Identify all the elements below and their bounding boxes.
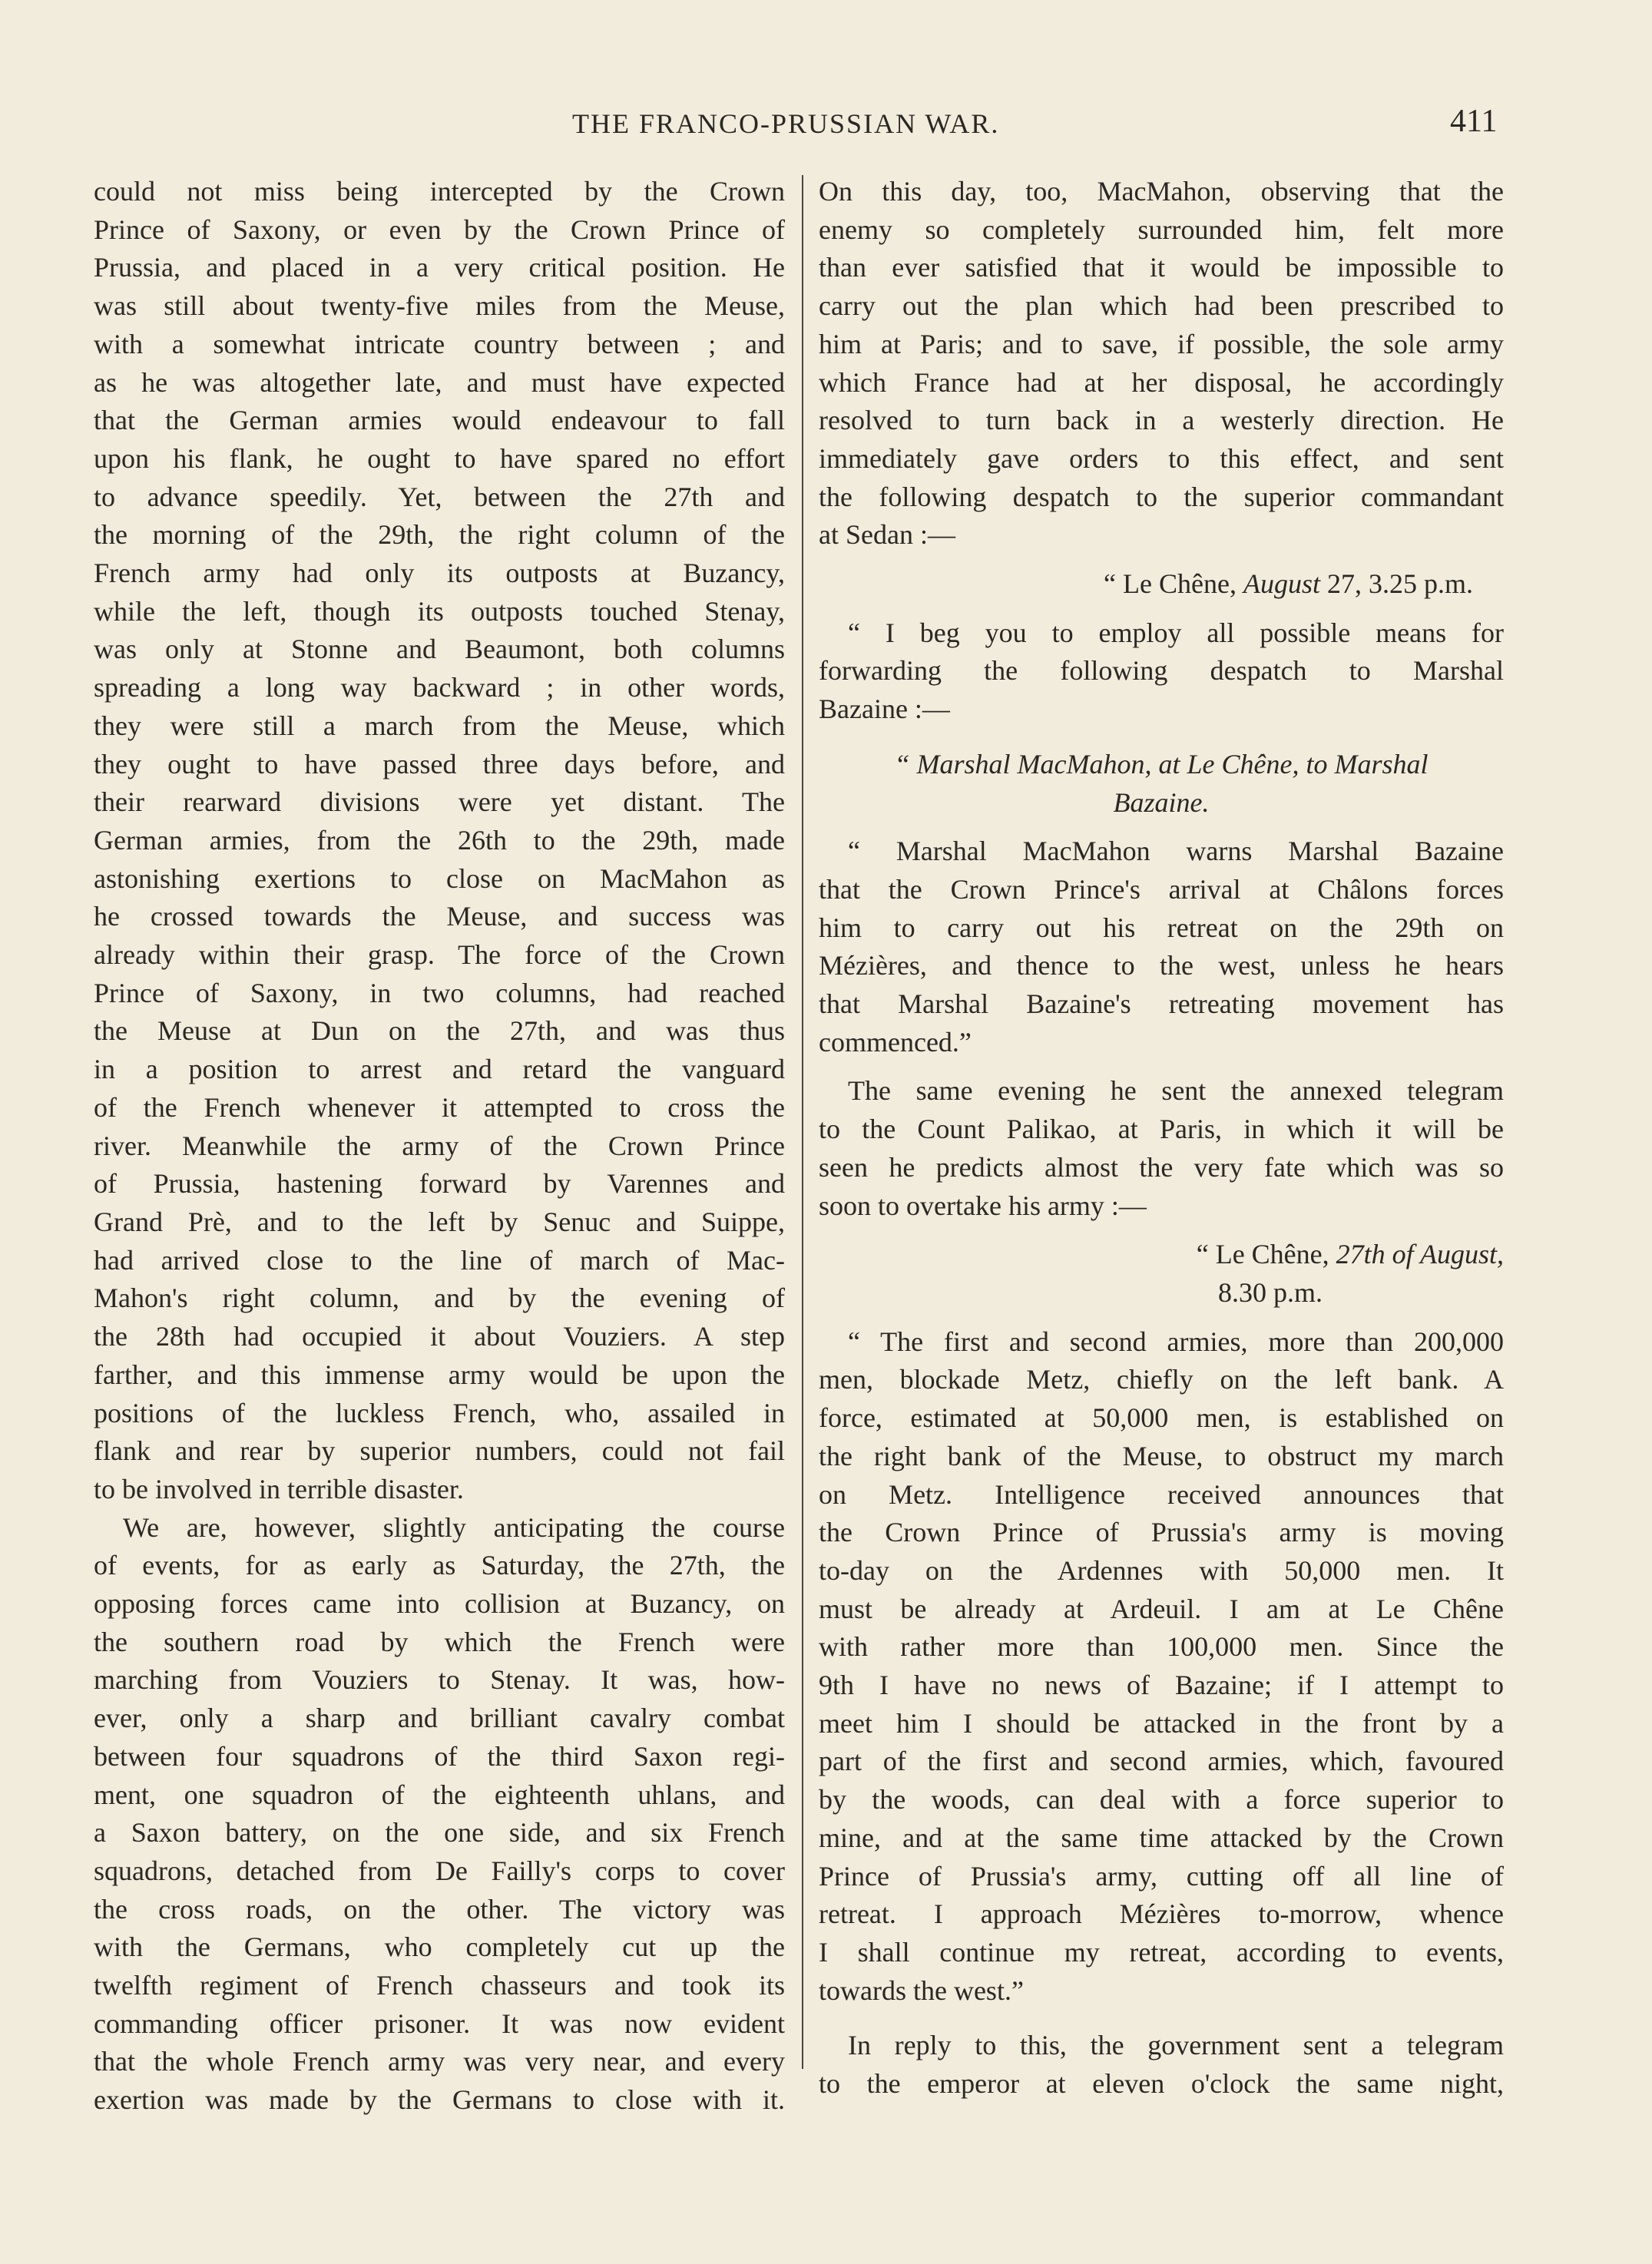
text-line: spreading a long way backward ; in other words,: [94, 672, 785, 703]
text-line: flank and rear by superior numbers, could not fail: [94, 1435, 785, 1467]
text-line: ment, one squadron of the eighteenth uhlans, and: [94, 1779, 785, 1810]
text-line: with the Germans, who completely cut up the: [94, 1931, 785, 1963]
text-line: exertion was made by the Germans to close with it.: [94, 2084, 785, 2116]
page-number: 411: [1450, 104, 1498, 139]
text-line: upon his flank, he ought to have spared no effort: [94, 442, 785, 474]
text-line: I shall continue my retreat, according to events,: [819, 1936, 1504, 1968]
text-line: retreat. I approach Mézières to-morrow, whence: [819, 1898, 1504, 1930]
text-line: Grand Prè, and to the left by Senuc and Suippe,: [94, 1206, 785, 1237]
left-column: [94, 173, 785, 2120]
text-line: at Sedan :—: [819, 519, 955, 551]
paragraph: [94, 173, 785, 1509]
despatch-heading: [819, 746, 1504, 822]
text-line: the Crown Prince of Prussia's army is moving: [819, 1517, 1504, 1548]
text-line: that the German armies would endeavour to fall: [94, 405, 785, 436]
text-line: the Meuse at Dun on the 27th, and was thus: [94, 1015, 785, 1047]
text-line: with rather more than 100,000 men. Since the: [819, 1631, 1504, 1663]
text-line: towards the west.”: [819, 1974, 1024, 2006]
text-line: that the whole French army was very near, and every: [94, 2046, 785, 2077]
text-line: was still about twenty-five miles from the Meuse,: [94, 290, 785, 322]
text-line: that Marshal Bazaine's retreating movement has: [819, 988, 1504, 1020]
text-line: meet him I should be attacked in the front by a: [819, 1707, 1504, 1739]
paragraph: [819, 832, 1504, 1061]
text-line: French army had only its outposts at Buzancy,: [94, 558, 785, 589]
text-line: squadrons, detached from De Failly's corps to cover: [94, 1855, 785, 1886]
column-rule: [802, 175, 803, 2069]
text-line: the following despatch to the superior commandant: [819, 481, 1504, 512]
text-line: to be involved in terrible disaster.: [94, 1473, 464, 1504]
text-line: Bazaine :—: [819, 693, 950, 725]
text-line: marching from Vouziers to Stenay. It was, how-: [94, 1664, 785, 1696]
text-line: Mahon's right column, and by the evening of: [94, 1283, 785, 1314]
paragraph: [819, 1072, 1504, 1225]
text-line: commanding officer prisoner. It was now evident: [94, 2007, 785, 2039]
text-line: of Prussia, hastening forward by Varennes and: [94, 1168, 785, 1200]
text-line: In reply to this, the government sent a telegram: [848, 2030, 1504, 2061]
text-line: of the French whenever it attempted to cross the: [94, 1091, 785, 1123]
dateline: [819, 1236, 1504, 1312]
right-column: [819, 173, 1504, 2103]
paragraph: [94, 1509, 785, 2120]
text-line: him to carry out his retreat on the 29th on: [819, 912, 1504, 943]
text-line: they were still a march from the Meuse, which: [94, 710, 785, 741]
text-line: they ought to have passed three days before, and: [94, 748, 785, 779]
text-line: Prince of Saxony, in two columns, had reached: [94, 977, 785, 1008]
text-line: in a position to arrest and retard the vanguard: [94, 1054, 785, 1085]
text-line: must be already at Ardeuil. I am at Le Chêne: [819, 1593, 1504, 1624]
text-line: immediately gave orders to this effect, and sent: [819, 442, 1504, 474]
dateline: [819, 565, 1504, 604]
text-line: Prince of Saxony, or even by the Crown Prince of: [94, 213, 785, 245]
text-line: that the Crown Prince's arrival at Châlons forces: [819, 873, 1504, 905]
paragraph: [819, 2027, 1504, 2103]
text-line: the cross roads, on the other. The victory was: [94, 1893, 785, 1925]
text-line: force, estimated at 50,000 men, is established on: [819, 1402, 1504, 1434]
dateline-line: [819, 1236, 1504, 1274]
text-line: seen he predicts almost the very fate which was so: [819, 1151, 1504, 1183]
dateline-date: 27th of August,: [1336, 1239, 1504, 1270]
text-line: 9th I have no news of Bazaine; if I attempt to: [819, 1670, 1504, 1701]
text-line: the right bank of the Meuse, to obstruct my march: [819, 1440, 1504, 1471]
text-line: already within their grasp. The force of the Crown: [94, 939, 785, 971]
text-line: a Saxon battery, on the one side, and six French: [94, 1817, 785, 1849]
text-line: mine, and at the same time attacked by the Crown: [819, 1822, 1504, 1853]
text-line: twelfth regiment of French chasseurs and took its: [94, 1970, 785, 2001]
dateline-time: 8.30 p.m.: [1218, 1276, 1323, 1308]
running-title: THE FRANCO-PRUSSIAN WAR.: [572, 108, 1000, 139]
text-line: the southern road by which the French were: [94, 1626, 785, 1657]
text-line: carry out the plan which had been prescribed to: [819, 290, 1504, 322]
text-line: to the Count Palikao, at Paris, in which it will be: [819, 1114, 1504, 1145]
text-line: farther, and this immense army would be upon the: [94, 1359, 785, 1390]
text-line: men, blockade Metz, chiefly on the left bank. A: [819, 1364, 1504, 1395]
text-line: was only at Stonne and Beaumont, both columns: [94, 634, 785, 665]
text-line: astonishing exertions to close on MacMahon as: [94, 862, 785, 894]
text-line: positions of the luckless French, who, assailed in: [94, 1397, 785, 1428]
text-line: forwarding the following despatch to Marshal: [819, 655, 1504, 687]
text-line: Prince of Prussia's army, cutting off all line of: [819, 1860, 1504, 1892]
text-line: to the emperor at eleven o'clock the same night,: [819, 2068, 1504, 2100]
text-line: ever, only a sharp and brilliant cavalry combat: [94, 1703, 785, 1734]
text-line: commenced.”: [819, 1026, 972, 1058]
text-line: had arrived close to the line of march of Mac-: [94, 1244, 785, 1276]
text-line: as he was altogether late, and must have expected: [94, 366, 785, 398]
text-line: to-day on the Ardennes with 50,000 men. It: [819, 1554, 1504, 1586]
text-line: German armies, from the 26th to the 29th, made: [94, 824, 785, 856]
dateline-date: August: [1243, 568, 1320, 600]
dateline-place: “ Le Chêne,: [1104, 568, 1237, 600]
text-line: “ Marshal MacMahon warns Marshal Bazaine: [848, 836, 1504, 867]
text-line: on Metz. Intelligence received announces that: [819, 1478, 1504, 1510]
text-line: On this day, too, MacMahon, observing that the: [819, 176, 1504, 207]
text-line: “ I beg you to employ all possible means for: [848, 617, 1504, 648]
text-line: Prussia, and placed in a very critical position. He: [94, 252, 785, 283]
text-line: their rearward divisions were yet distant. The: [94, 786, 785, 818]
dateline-time: 27, 3.25 p.m.: [1326, 568, 1473, 600]
text-line: resolved to turn back in a westerly direction. He: [819, 405, 1504, 436]
text-line: Mézières, and thence to the west, unless he hears: [819, 950, 1504, 981]
paragraph: [819, 614, 1504, 729]
text-line: Bazaine.: [1113, 786, 1210, 818]
text-line: with a somewhat intricate country between ; and: [94, 328, 785, 359]
text-line: river. Meanwhile the army of the Crown Prince: [94, 1130, 785, 1161]
text-line: him at Paris; and to save, if possible, the sole army: [819, 328, 1504, 359]
text-line: opposing forces came into collision at Buzancy, on: [94, 1588, 785, 1620]
text-line: could not miss being intercepted by the Crown: [94, 176, 785, 207]
text-line: We are, however, slightly anticipating the course: [123, 1511, 785, 1543]
text-line: than ever satisfied that it would be impossible to: [819, 252, 1504, 283]
text-line: by the woods, can deal with a force superior to: [819, 1784, 1504, 1816]
dateline-place: “ Le Chêne,: [1196, 1239, 1329, 1270]
page-header: [0, 104, 1652, 154]
text-line: the morning of the 29th, the right column of the: [94, 519, 785, 551]
paragraph: [819, 1323, 1504, 2011]
text-line: he crossed towards the Meuse, and success was: [94, 901, 785, 932]
text-line: part of the first and second armies, which, favoured: [819, 1746, 1504, 1777]
text-line: soon to overtake his army :—: [819, 1190, 1147, 1221]
text-line: the 28th had occupied it about Vouziers. A step: [94, 1321, 785, 1352]
text-line: which France had at her disposal, he accordingly: [819, 366, 1504, 398]
text-line: “ Marshal MacMahon, at Le Chêne, to Marshal: [894, 748, 1429, 779]
text-line: “ The first and second armies, more than 200,000: [848, 1326, 1504, 1357]
text-line: The same evening he sent the annexed telegram: [848, 1075, 1504, 1107]
text-line: enemy so completely surrounded him, felt more: [819, 213, 1504, 245]
paragraph: [819, 173, 1504, 554]
text-line: of events, for as early as Saturday, the 27th, the: [94, 1550, 785, 1581]
text-line: while the left, though its outposts touched Stenay,: [94, 595, 785, 627]
text-line: to advance speedily. Yet, between the 27th and: [94, 481, 785, 512]
text-line: between four squadrons of the third Saxon regi-: [94, 1740, 785, 1772]
